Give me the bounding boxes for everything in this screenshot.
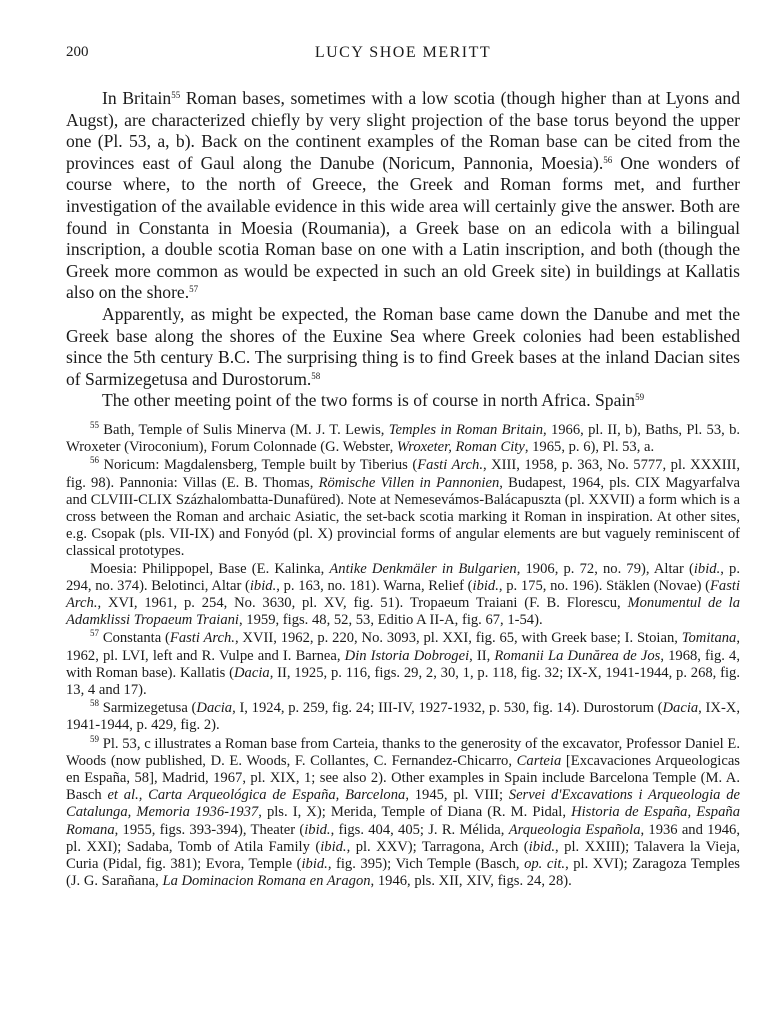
footnote-ref: 59 <box>635 392 645 403</box>
footnote: $^{55}$ Bath, Temple of Sulis Minerva (M. J. T. Lewis, Temples in Roman Britain, 1966, pl. II, b), Baths, Pl. 53, b. Wroxeter (Viroconium), Forum Colonnade (G. Webster, Wroxeter, Roman City, 1965, p. 6), Pl. 53, a. <box>66 419 741 456</box>
footnotes <box>66 419 741 890</box>
paragraph: In Britain$^{55}$ Roman bases, sometimes with a low scotia (though higher than at Lyons and Augst), are characterized chiefly by very slight projection of the base torus beyond the upper one (Pl. 53, a, b). Back on the continent examples of the Roman base can be cited from the provinces east of Gaul along the Danube (Noricum, Pannonia, Moesia).$^{56}$ One wonders of course where, to the north of Greece, the Greek and Roman forms met, and further investigation of the available evidence in this wide area will certainly give the answer. Both are found in Constanta in Moesia (Roumania), a Greek base on an edicola with a bilingual inscription, a double scotia Roman base on one with a Latin inscription, and both (though the Greek more common as would be expected in such an old Greek site) in buildings at Kallatis also on the shore.$^{57}$ <box>66 88 740 303</box>
footnote-ref: 56 <box>603 154 613 165</box>
running-head: LUCY SHOE MERITT <box>314 44 492 61</box>
footnote: $^{59}$ Pl. 53, c illustrates a Roman base from Carteia, thanks to the generosity of the excavator, Professor Daniel E. Woods (now published, D. E. Woods, F. Collantes, C. Fernandez-Chicarro, Carteia [Excavaciones Arqueologicas en España, 58], Madrid, 1967, pl. XIX, 1; see also 2). Other examples in Spain include Barcelona Temple (M. A. Basch et al., Carta Arqueológica de España, Barcelona, 1945, pl. VIII; Servei d'Excavations i Arqueologia de Catalunga, Memoria 1936-1937, pls. I, X); Merida, Temple of Diana (R. M. Pidal, Historia de España, España Romana, 1955, figs. 393-394), Theater (ibid., figs. 404, 405; J. R. Mélida, Arqueologia Española, 1936 and 1946, pl. XXI); Sadaba, Tomb of Atila Family (ibid., pl. XXV); Tarragona, Arch (ibid., pl. XXIII); Talavera la Vieja, Curia (Pidal, fig. 381); Evora, Temple (ibid., fig. 395); Vich Temple (Basch, op. cit., pl. XVI); Zaragoza Temples (J. G. Sarañana, La Dominacion Romana en Aragon, 1946, pls. XII, XIV, figs. 24, 28). <box>66 733 740 890</box>
page-header <box>66 44 740 70</box>
footnote: $^{57}$ Constanta (Fasti Arch., XVII, 1962, p. 220, No. 3093, pl. XXI, fig. 65, with Greek base; I. Stoian, Tomitana, 1962, pl. LVI, left and R. Vulpe and I. Barnea, Din Istoria Dobrogei, II, Romanii La Dunărea de Jos, 1968, fig. 4, with Roman base). Kallatis (Dacia, II, 1925, p. 116, figs. 29, 2, 30, 1, p. 118, fig. 32; IX-X, 1941-1944, p. 268, fig. 13, 4 and 17). <box>66 628 741 698</box>
page-number: 200 <box>66 44 89 60</box>
footnote-continuation: Moesia: Philippopel, Base (E. Kalinka, Antike Denkmäler in Bulgarien, 1906, p. 72, no. 79), Altar (ibid., p. 294, no. 374). Belotinci, Altar (ibid., p. 163, no. 181). Warna, Relief (ibid., p. 175, no. 196). Stäklen (Novae) (Fasti Arch., XVI, 1961, p. 254, No. 3630, pl. XV, fig. 51). Tropaeum Traiani (F. B. Florescu, Monumentul de la Adamklissi Tropaeum Traiani, 1959, figs. 48, 52, 53, Editio A II-A, fig. 67, 1-54). <box>66 560 740 629</box>
footnote: $^{56}$ Noricum: Magdalensberg, Temple built by Tiberius (Fasti Arch., XIII, 1958, p. 363, No. 5777, pl. XXXIII, fig. 98). Pannonia: Villas (E. B. Thomas, Römische Villen in Pannonien, Budapest, 1964, pls. CIX Magyarfalva and CLVIII-CLIX Százhalombatta-Dunafüred). Note at Nemesevámos-Balácapuszta (pl. XXVII) a form which is a cross between the Roman and archaic Asiatic, the set-back scotia marking it Roman in inspiration. At other sites, e.g. Csopak (pls. VII-IX) and Fonyód (pl. X) provincial forms of angular elements are but vaguely reminiscent of classical prototypes. <box>66 455 741 560</box>
footnote-ref: 57 <box>189 284 199 295</box>
footnote-ref: 58 <box>311 370 321 381</box>
paragraph: The other meeting point of the two forms is of course in north Africa. Spain$^{59}$ <box>102 390 645 411</box>
footnote-ref: 55 <box>171 90 181 100</box>
footnote: $^{58}$ Sarmizegetusa (Dacia, I, 1924, p. 259, fig. 24; III-IV, 1927-1932, p. 530, fig. 14). Durostorum (Dacia, IX-X, 1941-1944, p. 429, fig. 2). <box>66 698 740 734</box>
main-text <box>66 88 740 412</box>
paragraph: Apparently, as might be expected, the Roman base came down the Danube and met the Greek base along the shores of the Euxine Sea where Greek colonies had been established since the 5th century B.C. The surprising thing is to find Greek bases at the inland Dacian sites of Sarmizegetusa and Durostorum.$^{58}$ <box>66 303 740 389</box>
